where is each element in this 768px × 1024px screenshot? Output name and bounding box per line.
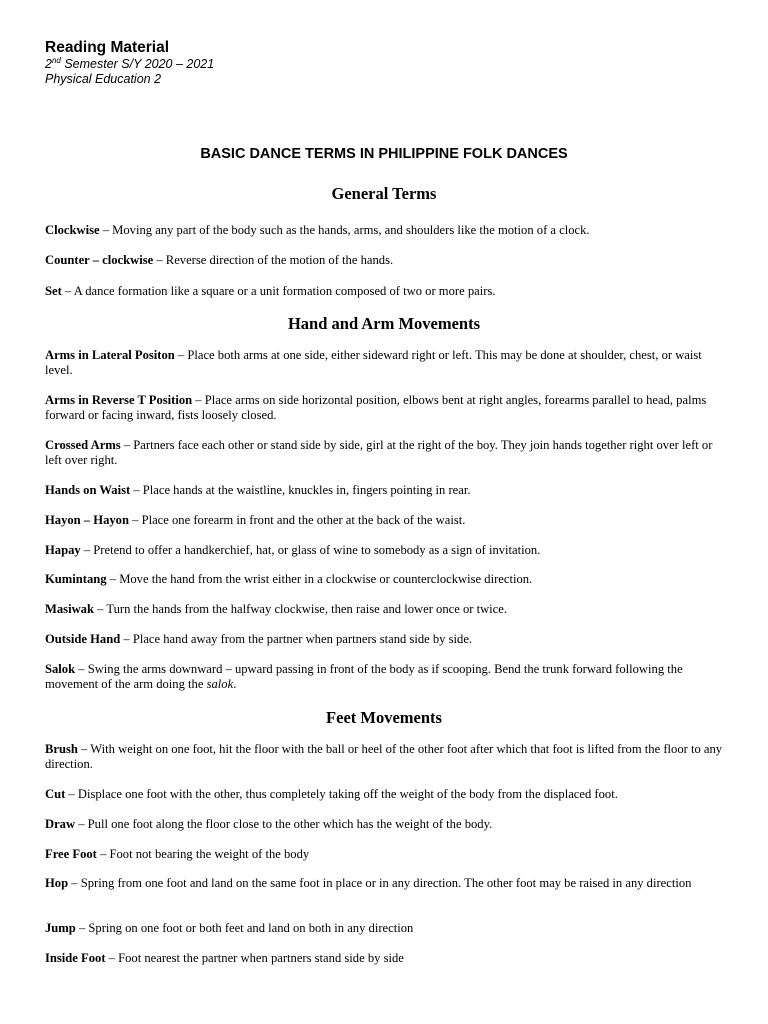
semester-ordinal: 2	[45, 57, 52, 71]
term-entry	[45, 543, 727, 558]
term-definition: – Swing the arms downward – upward passing in front of the body as if scooping. Bend the trunk forward following the movement of the arm doing the	[45, 662, 683, 691]
term-entry	[45, 787, 727, 802]
term-name: Jump	[45, 921, 76, 935]
term-definition: – Turn the hands from the halfway clockwise, then raise and lower once or twice.	[93, 602, 508, 616]
semester-ordinal-suffix: nd	[51, 56, 61, 65]
term-definition: – A dance formation like a square or a unit formation composed of two or more pairs.	[61, 284, 496, 298]
term-entry	[45, 662, 727, 692]
term-entry	[45, 284, 727, 299]
term-definition: – Place hand away from the partner when partners stand side by side.	[120, 632, 473, 646]
term-name: Crossed Arms	[45, 438, 121, 452]
term-entry	[45, 513, 727, 528]
term-name: Clockwise	[45, 223, 100, 237]
page-title: BASIC DANCE TERMS IN PHILIPPINE FOLK DANCES	[200, 146, 568, 162]
term-definition-italic: salok	[206, 677, 234, 691]
term-name: Free Foot	[45, 847, 97, 861]
term-definition: – Place both arms at one side, either sideward right or left. This may be done at shoulder, chest, or waist level.	[45, 348, 702, 377]
term-definition: – Moving any part of the body such as the hands, arms, and shoulders like the motion of a clock.	[99, 223, 590, 237]
term-entry	[45, 742, 727, 772]
course-line: Physical Education 2	[45, 72, 162, 86]
term-name: Hapay	[45, 543, 81, 557]
term-name: Arms in Reverse T Position	[45, 393, 193, 407]
term-name: Salok	[45, 662, 76, 676]
term-name: Draw	[45, 817, 76, 831]
term-definition-end: .	[233, 677, 237, 691]
term-name: Kumintang	[45, 572, 107, 586]
term-definition: – Pull one foot along the floor close to the other which has the weight of the body.	[75, 817, 493, 831]
term-name: Hop	[45, 876, 69, 890]
term-name: Hands on Waist	[45, 483, 131, 497]
term-definition: – Reverse direction of the motion of the hands.	[153, 253, 394, 267]
term-entry	[45, 253, 727, 268]
term-entry	[45, 847, 727, 862]
term-entry	[45, 951, 727, 966]
term-definition: – Foot not bearing the weight of the body	[96, 847, 310, 861]
term-definition: – Foot nearest the partner when partners stand side by side	[105, 951, 404, 965]
term-definition: – Place one forearm in front and the other at the back of the waist.	[128, 513, 466, 527]
term-definition: – Spring from one foot and land on the same foot in place or in any direction. The other foot may be raised in any direction	[68, 876, 692, 890]
term-entry	[45, 572, 727, 587]
term-entry	[45, 817, 727, 832]
section-title-feet-movements: Feet Movements	[326, 708, 442, 727]
term-entry	[45, 223, 727, 238]
term-name: Masiwak	[45, 602, 94, 616]
term-definition: – Move the hand from the wrist either in a clockwise or counterclockwise direction.	[106, 572, 533, 586]
header-title: Reading Material	[45, 39, 170, 56]
term-definition: – With weight on one foot, hit the floor with the ball or heel of the other foot after which that foot is lifted from the floor to any direction.	[45, 742, 723, 771]
term-entry	[45, 632, 727, 647]
semester-text: Semester S/Y 2020 – 2021	[60, 57, 215, 71]
term-entry	[45, 483, 727, 498]
term-name: Counter – clockwise	[45, 253, 154, 267]
term-name: Inside Foot	[45, 951, 106, 965]
term-entry	[45, 602, 727, 617]
term-definition: – Partners face each other or stand side by side, girl at the right of the boy. They join hands together right over left or left over right.	[45, 438, 713, 467]
term-name: Cut	[45, 787, 66, 801]
term-definition: – Place arms on side horizontal position, elbows bent at right angles, forearms parallel to head, palms forward or facing inward, fists loosely closed.	[45, 393, 707, 422]
semester-line	[45, 57, 214, 72]
term-name: Outside Hand	[45, 632, 121, 646]
term-entry	[45, 348, 727, 378]
section-title-general-terms: General Terms	[331, 184, 437, 203]
term-name: Brush	[45, 742, 78, 756]
term-definition: – Place hands at the waistline, knuckles in, fingers pointing in rear.	[130, 483, 471, 497]
term-entry	[45, 393, 727, 423]
term-entry	[45, 438, 727, 468]
term-name: Arms in Lateral Positon	[45, 348, 175, 362]
term-name: Set	[45, 284, 62, 298]
term-definition: – Pretend to offer a handkerchief, hat, or glass of wine to somebody as a sign of invitation.	[80, 543, 541, 557]
document-header	[45, 38, 214, 87]
term-entry	[45, 876, 727, 891]
term-definition: – Displace one foot with the other, thus completely taking off the weight of the body from the displaced foot.	[65, 787, 618, 801]
term-entry	[45, 921, 727, 936]
section-title-hand-arm-movements: Hand and Arm Movements	[287, 314, 481, 333]
term-definition: – Spring on one foot or both feet and land on both in any direction	[75, 921, 414, 935]
term-name: Hayon – Hayon	[45, 513, 129, 527]
